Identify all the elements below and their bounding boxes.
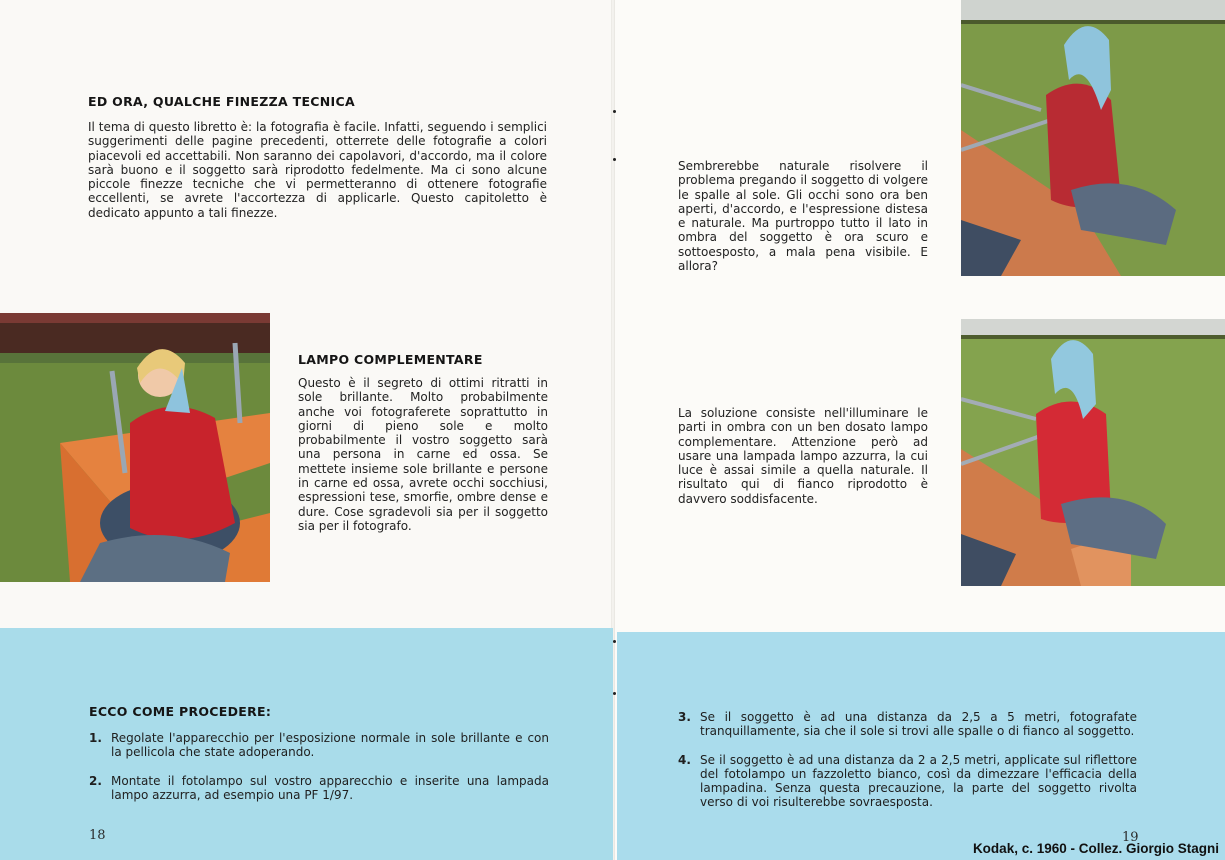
step-item	[89, 774, 549, 803]
steps-list-right	[678, 710, 1137, 824]
binding-mark	[613, 158, 616, 161]
page-number-left: 18	[89, 828, 106, 843]
step-text: Montate il fotolampo sul vostro apparecchio e inserite una lampada lampo azzurra, ad esempio una PF 1/97.	[111, 773, 549, 802]
step-number: 2.	[89, 773, 102, 788]
binding-mark	[613, 110, 616, 113]
steps-heading: ECCO COME PROCEDERE:	[89, 704, 272, 719]
collection-credit: Kodak, c. 1960 - Collez. Giorgio Stagni	[972, 841, 1219, 856]
step-number: 1.	[89, 731, 102, 745]
paragraph-backlit: Sembrerebbe naturale risolvere il problema pregando il soggetto di volgere le spalle al sole. Gli occhi sono ora ben aperti, d'accordo, e l'espressione distesa e naturale. Ma purtroppo tutto il lato in ombra del soggetto è ora scuro e sottoesposto, a mala pena visibile. E allora?	[678, 159, 928, 274]
step-item	[89, 731, 549, 760]
binding-mark	[613, 640, 616, 643]
woman-fill-flash-photo	[961, 319, 1225, 586]
step-number: 3.	[678, 710, 691, 724]
step-text: Se il soggetto è ad una distanza da 2 a 2,5 metri, applicate sul riflettore del fotolampo un fazzoletto bianco, così da dimezzare l'efficacia della lampadina. Senza questa precauzione, la parte del soggetto rivolta verso di voi risulterebbe sovraesposta.	[700, 752, 1137, 810]
binding-mark	[613, 692, 616, 695]
paragraph-solution: La soluzione consiste nell'illuminare le parti in ombra con un ben dosato lampo complementare. Attenzione però ad usare una lampada lampo azzurra, la cui luce è assai simile a quella naturale. Il risultato qui di fianco riprodotto è davvero soddisfacente.	[678, 406, 928, 506]
step-text: Se il soggetto è ad una distanza da 2,5 a 5 metri, fotografate tranquillamente, sia che il sole si trovi alle spalle o di fianco al soggetto.	[700, 710, 1137, 739]
section-heading-finezza: ED ORA, QUALCHE FINEZZA TECNICA	[88, 94, 355, 109]
step-item	[678, 753, 1137, 810]
woman-backlit-photo	[961, 0, 1225, 276]
step-number: 4.	[678, 752, 691, 767]
steps-list-left	[89, 731, 549, 816]
section-text-finezza: Il tema di questo libretto è: la fotografia è facile. Infatti, seguendo i semplici suggerimenti delle pagine precedenti, otterrete delle fotografie a colori piacevoli ed accettabili. Non saranno dei capolavori, d'accordo, ma il colore sarà buono e il soggetto sarà riprodotto fedelmente. Ma ci sono alcune piccole finezze tecniche che vi permetteranno di ottenere fotografie eccellenti, se avrete l'accortezza di applicarle. Questo capitoletto è dedicato appunto a tali finezze.	[88, 120, 547, 220]
step-text: Regolate l'apparecchio per l'esposizione normale in sole brillante e con la pellicola che state adoperando.	[111, 731, 549, 760]
section-heading-lampo: LAMPO COMPLEMENTARE	[298, 352, 483, 367]
woman-squinting-sun-photo	[0, 313, 270, 582]
section-text-lampo: Questo è il segreto di ottimi ritratti in sole brillante. Molto probabilmente anche voi fotograferete soprattutto in giorni di pieno sole e molto probabilmente il vostro soggetto sarà una persona in carne ed ossa. Se mettete insieme sole brillante e persone in carne ed ossa, avrete occhi socchiusi, espressioni tese, smorfie, ombre dense e dure. Cose sgradevoli sia per il soggetto sia per il fotografo.	[298, 376, 548, 533]
page-number-right: 19	[1122, 830, 1139, 845]
step-item	[678, 710, 1137, 739]
